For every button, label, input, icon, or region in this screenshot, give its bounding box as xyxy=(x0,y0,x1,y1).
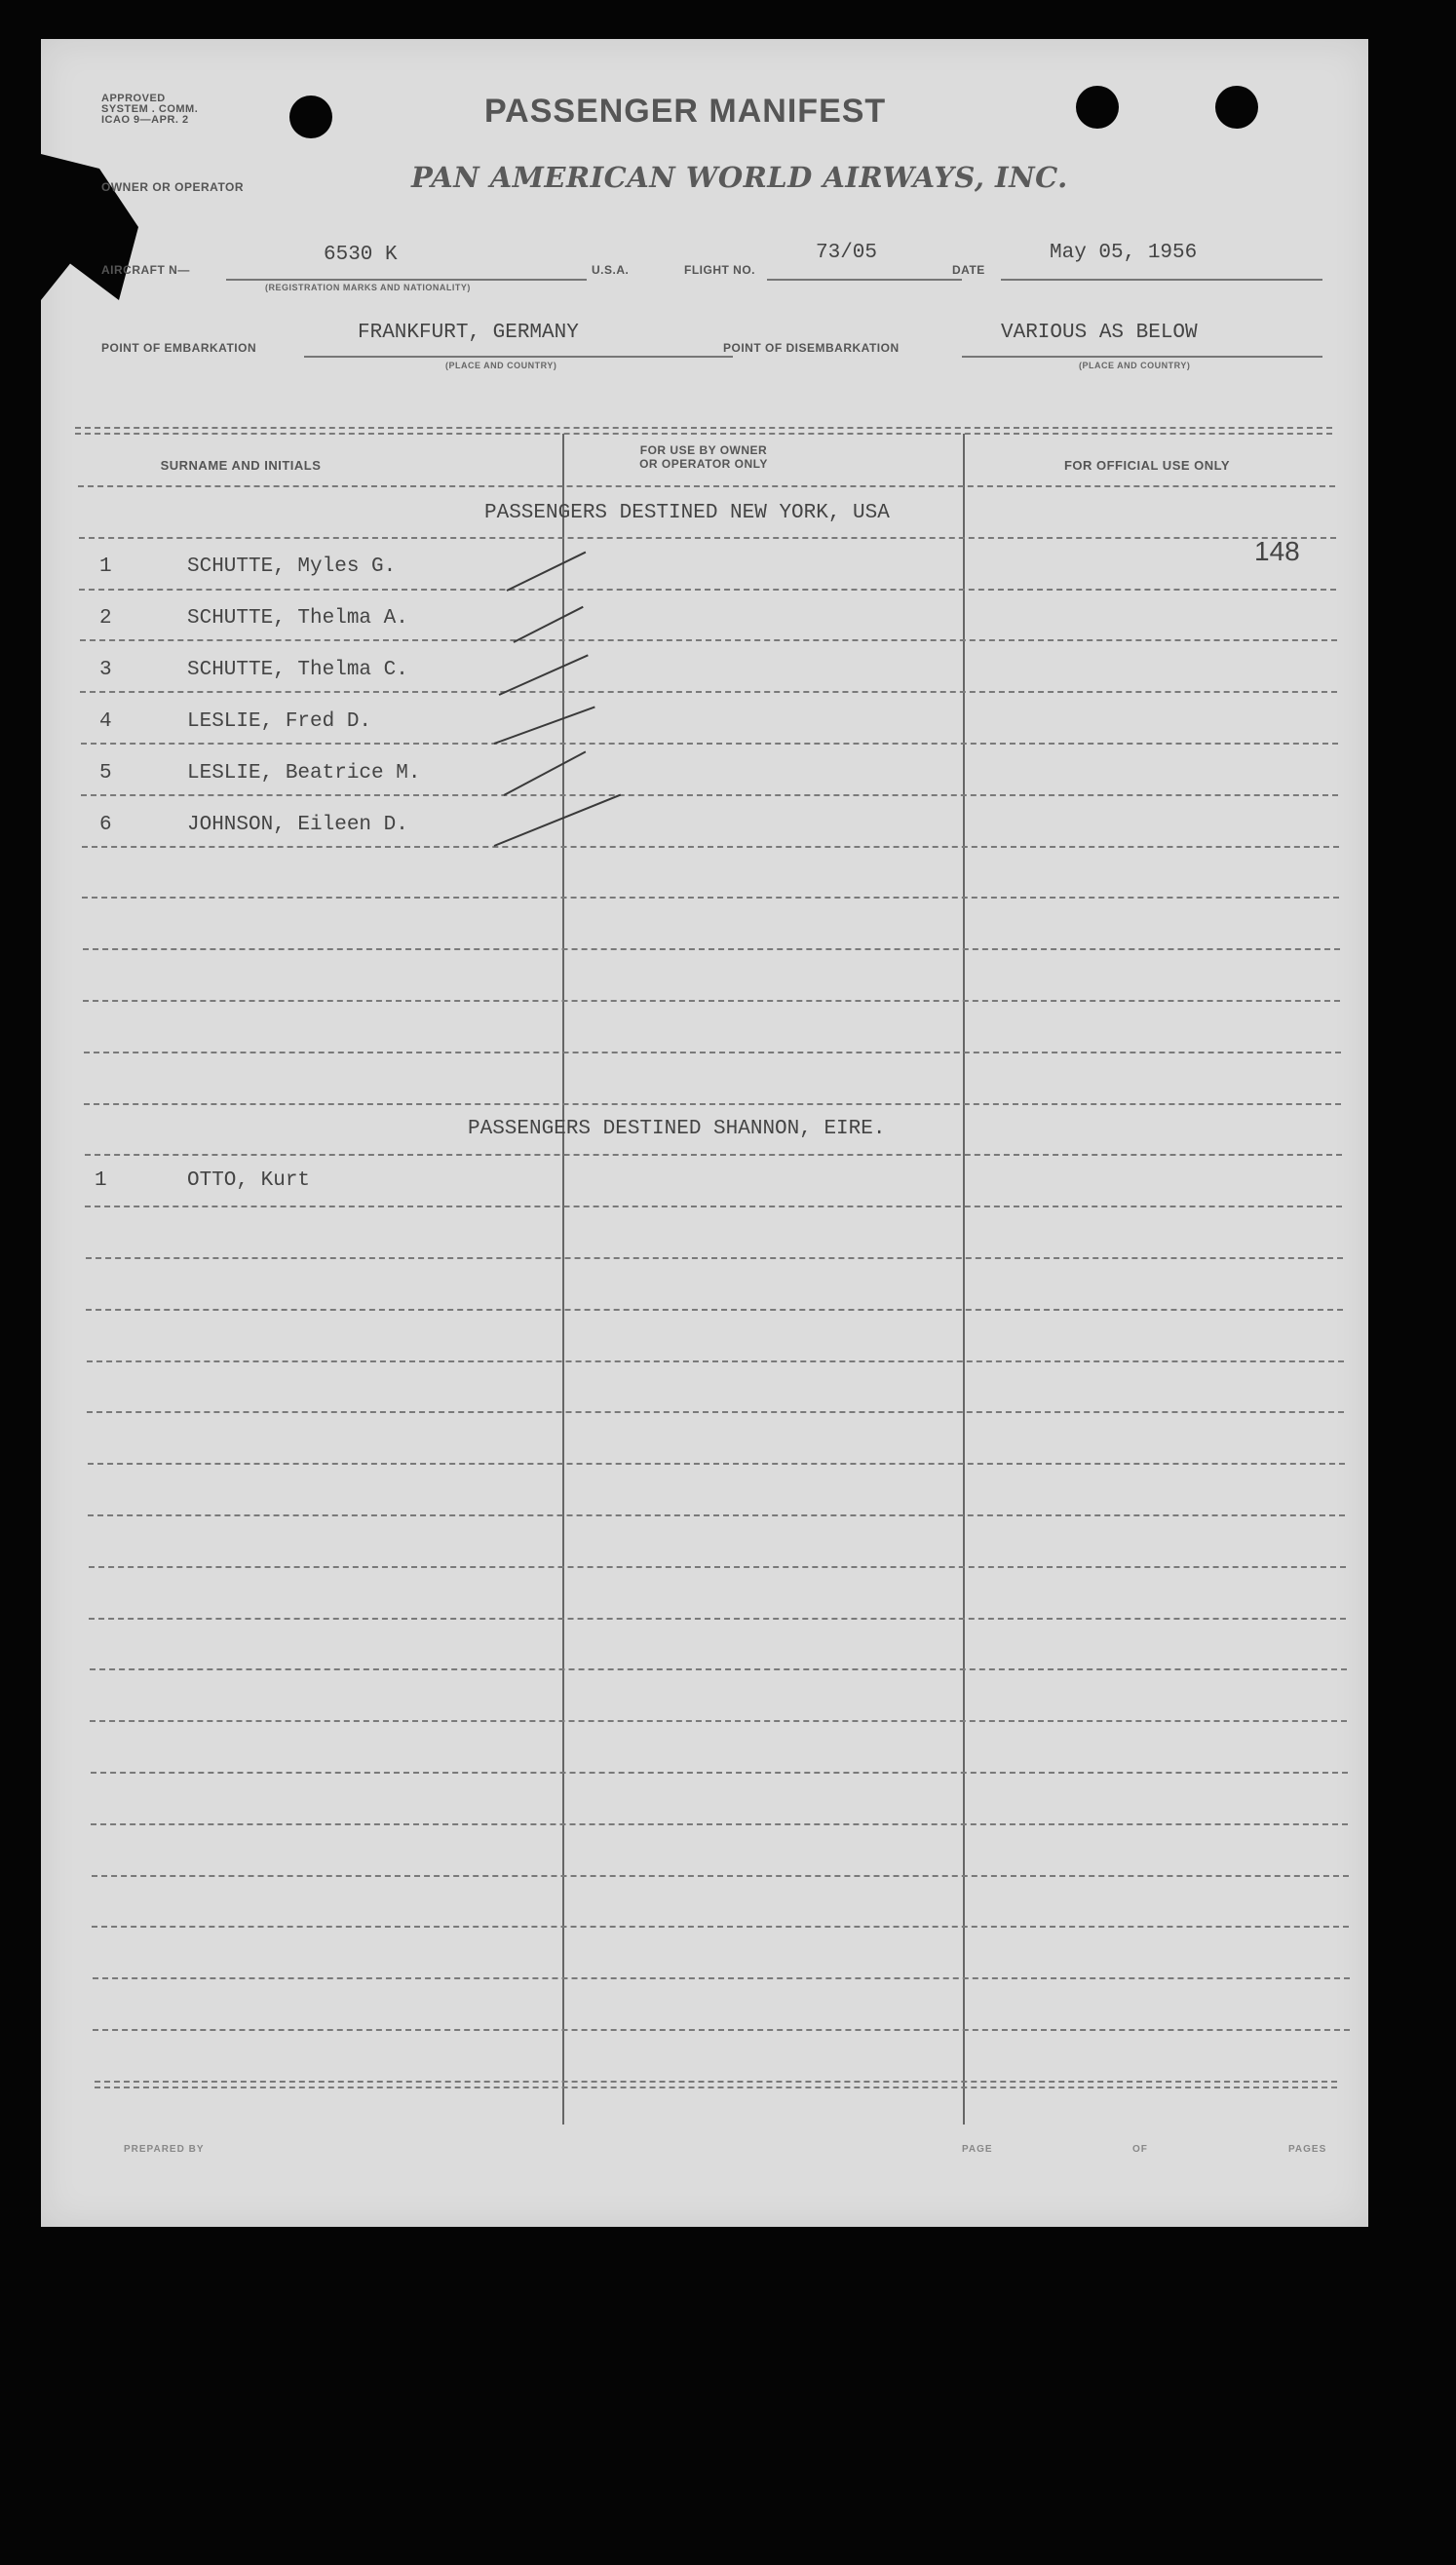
row-rule xyxy=(81,743,1338,745)
column-header-official: FOR OFFICIAL USE ONLY xyxy=(1063,458,1231,473)
row-rule xyxy=(88,1514,1345,1516)
disembarkation-value: VARIOUS AS BELOW xyxy=(1001,322,1198,344)
disembarkation-label: POINT OF DISEMBARKATION xyxy=(723,341,900,355)
row-rule xyxy=(80,691,1337,693)
row-rule xyxy=(89,1618,1346,1620)
passenger-name: JOHNSON, Eileen D. xyxy=(187,814,408,836)
disembarkation-sublabel: (PLACE AND COUNTRY) xyxy=(1079,361,1191,370)
official-number: 148 xyxy=(1254,536,1300,566)
check-mark xyxy=(494,794,622,847)
check-mark xyxy=(504,751,587,796)
row-rule xyxy=(87,1411,1344,1413)
date-value: May 05, 1956 xyxy=(1050,242,1198,264)
page-label: PAGE xyxy=(962,2144,993,2155)
embarkation-label: POINT OF EMBARKATION xyxy=(101,341,257,355)
row-rule xyxy=(79,537,1336,539)
usa-label: U.S.A. xyxy=(592,263,630,277)
approval-line-1: APPROVED xyxy=(101,93,166,104)
row-rule xyxy=(90,1668,1347,1670)
column-header-owner-line2: OR OPERATOR ONLY xyxy=(639,457,768,471)
column-divider xyxy=(963,434,965,2125)
passenger-name: SCHUTTE, Thelma C. xyxy=(187,659,408,681)
passenger-number: 1 xyxy=(95,1169,107,1192)
passenger-name: LESLIE, Fred D. xyxy=(187,710,372,733)
passenger-number: 3 xyxy=(99,659,112,681)
column-header-surname: SURNAME AND INITIALS xyxy=(160,458,322,473)
aircraft-label: AIRCRAFT N— xyxy=(101,263,190,277)
row-rule xyxy=(85,1206,1342,1207)
group-heading: PASSENGERS DESTINED NEW YORK, USA xyxy=(484,502,890,524)
row-rule xyxy=(80,639,1337,641)
row-rule xyxy=(90,1720,1347,1722)
date-label: DATE xyxy=(952,263,985,277)
row-rule xyxy=(88,1463,1345,1465)
check-mark xyxy=(499,654,589,696)
row-rule xyxy=(82,897,1339,899)
passenger-name: LESLIE, Beatrice M. xyxy=(187,762,421,785)
row-rule xyxy=(79,589,1336,591)
row-rule xyxy=(83,1000,1340,1002)
check-mark xyxy=(494,706,595,745)
passenger-number: 5 xyxy=(99,762,112,785)
passenger-number: 2 xyxy=(99,607,112,630)
pages-label: PAGES xyxy=(1288,2144,1327,2155)
owner-label: OWNER OR OPERATOR xyxy=(101,180,245,194)
check-mark xyxy=(507,552,587,592)
column-divider xyxy=(562,434,564,2125)
row-rule xyxy=(82,846,1339,848)
row-rule xyxy=(92,1926,1349,1928)
row-rule xyxy=(86,1257,1343,1259)
row-rule xyxy=(89,1566,1346,1568)
punch-hole xyxy=(1215,86,1258,129)
registration-sublabel: (REGISTRATION MARKS AND NATIONALITY) xyxy=(265,283,471,292)
passenger-number: 1 xyxy=(99,555,112,578)
row-rule xyxy=(83,948,1340,950)
group-heading: PASSENGERS DESTINED SHANNON, EIRE. xyxy=(468,1118,886,1140)
row-rule xyxy=(86,1309,1343,1311)
check-mark xyxy=(514,606,584,643)
row-rule xyxy=(85,1154,1342,1156)
punch-hole xyxy=(289,96,332,138)
passenger-number: 4 xyxy=(99,710,112,733)
row-rule xyxy=(84,1103,1341,1105)
of-label: OF xyxy=(1132,2144,1148,2155)
approval-line-2: SYSTEM . COMM. xyxy=(101,103,199,115)
row-rule xyxy=(87,1360,1344,1362)
passenger-name: SCHUTTE, Myles G. xyxy=(187,555,397,578)
passenger-number: 6 xyxy=(99,814,112,836)
flight-label: FLIGHT NO. xyxy=(684,263,755,277)
flight-value: 73/05 xyxy=(816,242,878,264)
aircraft-value: 6530 K xyxy=(324,244,398,266)
passenger-name: OTTO, Kurt xyxy=(187,1169,311,1192)
row-rule xyxy=(78,485,1335,487)
embarkation-sublabel: (PLACE AND COUNTRY) xyxy=(445,361,557,370)
column-header-owner-line1: FOR USE BY OWNER xyxy=(639,443,768,457)
row-rule xyxy=(92,1875,1349,1877)
row-rule xyxy=(91,1823,1348,1825)
operator-name: PAN AMERICAN WORLD AIRWAYS, INC. xyxy=(411,161,1068,194)
page-title: PASSENGER MANIFEST xyxy=(484,93,887,130)
row-rule xyxy=(84,1052,1341,1053)
manifest-sheet xyxy=(41,39,1368,2227)
row-rule xyxy=(93,2029,1350,2031)
row-rule xyxy=(81,794,1338,796)
approval-line-3: ICAO 9—APR. 2 xyxy=(101,114,189,126)
row-rule xyxy=(93,1977,1350,1979)
passenger-name: SCHUTTE, Thelma A. xyxy=(187,607,408,630)
embarkation-value: FRANKFURT, GERMANY xyxy=(358,322,579,344)
torn-corner xyxy=(41,154,138,300)
row-rule xyxy=(91,1772,1348,1774)
prepared-by-label: PREPARED BY xyxy=(124,2144,205,2155)
punch-hole xyxy=(1076,86,1119,129)
